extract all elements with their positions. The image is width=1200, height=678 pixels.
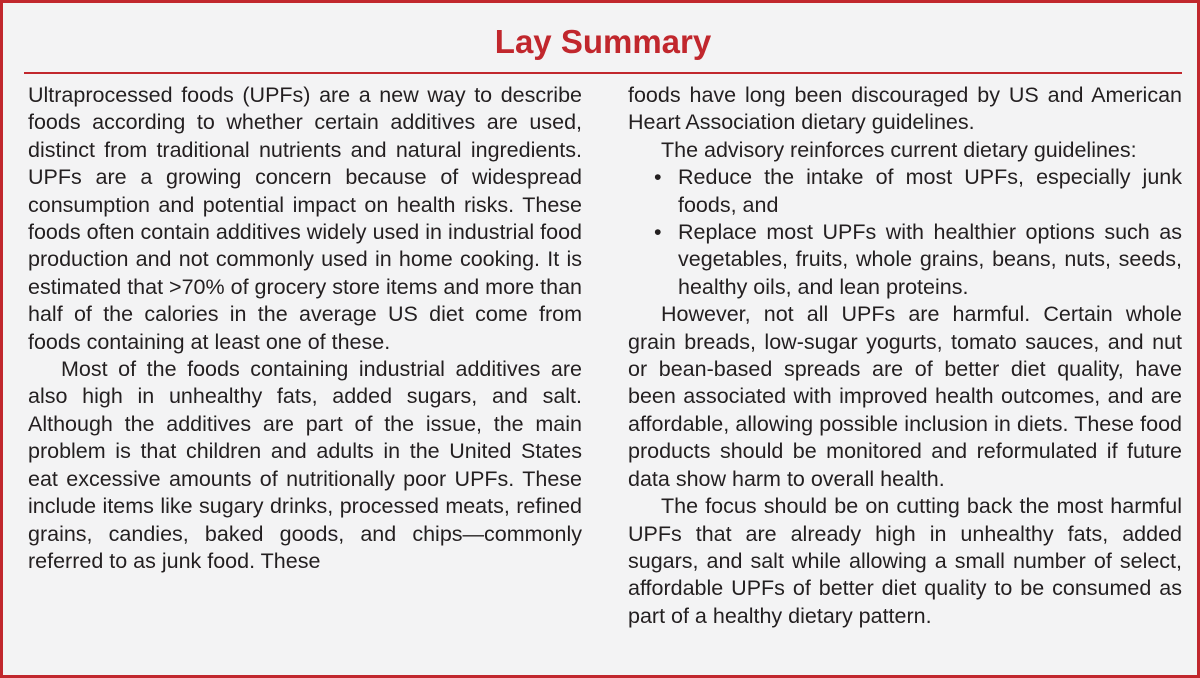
title-divider: [24, 72, 1182, 74]
bullet-text: Replace most UPFs with healthier options such as vegetables, fruits, whole grains, beans, nuts, seeds, healthy oils, and lean proteins.: [678, 220, 1182, 299]
advisory-bullet-list: [628, 164, 1182, 301]
paragraph-focus: The focus should be on cutting back the most harmful UPFs that are already high in unhealthy fats, added sugars, and salt while allowing a small number of select, affordable UPFs of better diet quality to be consumed as part of a healthy dietary pattern.: [628, 494, 1182, 628]
paragraph-upf-definition: Ultraprocessed foods (UPFs) are a new way to describe foods according to whether certain additives are used, distinct from traditional nutrients and natural ingredients. UPFs are a growing concern because of widespread consumption and potential impact on health risks. These foods often contain additives widely used in industrial food production and not commonly used in home cooking. It is estimated that >70% of grocery store items and more than half of the calories in the average US diet come from foods containing at least one of these.: [28, 83, 582, 354]
paragraph-guidelines-continued: foods have long been discouraged by US and American Heart Association dietary guidelines.: [628, 83, 1182, 135]
paragraph-industrial-additives: Most of the foods containing industrial additives are also high in unhealthy fats, added sugars, and salt. Although the additives are part of the issue, the main problem is that children and adults in the United States eat excessive amounts of nutritionally poor UPFs. These include items like sugary drinks, processed meats, refined grains, candies, baked goods, and chips—commonly referred to as junk food. These: [28, 357, 582, 573]
paragraph-not-all-harmful: However, not all UPFs are harmful. Certain whole grain breads, low-sugar yogurts, tomato sauces, and nut or bean-based spreads are of better diet quality, have been associated with improved health outcomes, and are affordable, allowing possible inclusion in diets. These food products should be monitored and reformulated if future data show harm to overall health.: [628, 302, 1182, 491]
left-column: [28, 82, 582, 575]
right-column: [628, 82, 1182, 630]
list-item: [628, 219, 1182, 301]
bullet-marker: •: [654, 220, 662, 245]
bullet-marker: •: [654, 165, 662, 190]
bullet-text: Reduce the intake of most UPFs, especially junk foods, and: [678, 165, 1182, 217]
paragraph-advisory-intro: The advisory reinforces current dietary guidelines:: [661, 137, 1137, 162]
section-title: Lay Summary: [494, 23, 712, 60]
list-item: [628, 164, 1182, 219]
